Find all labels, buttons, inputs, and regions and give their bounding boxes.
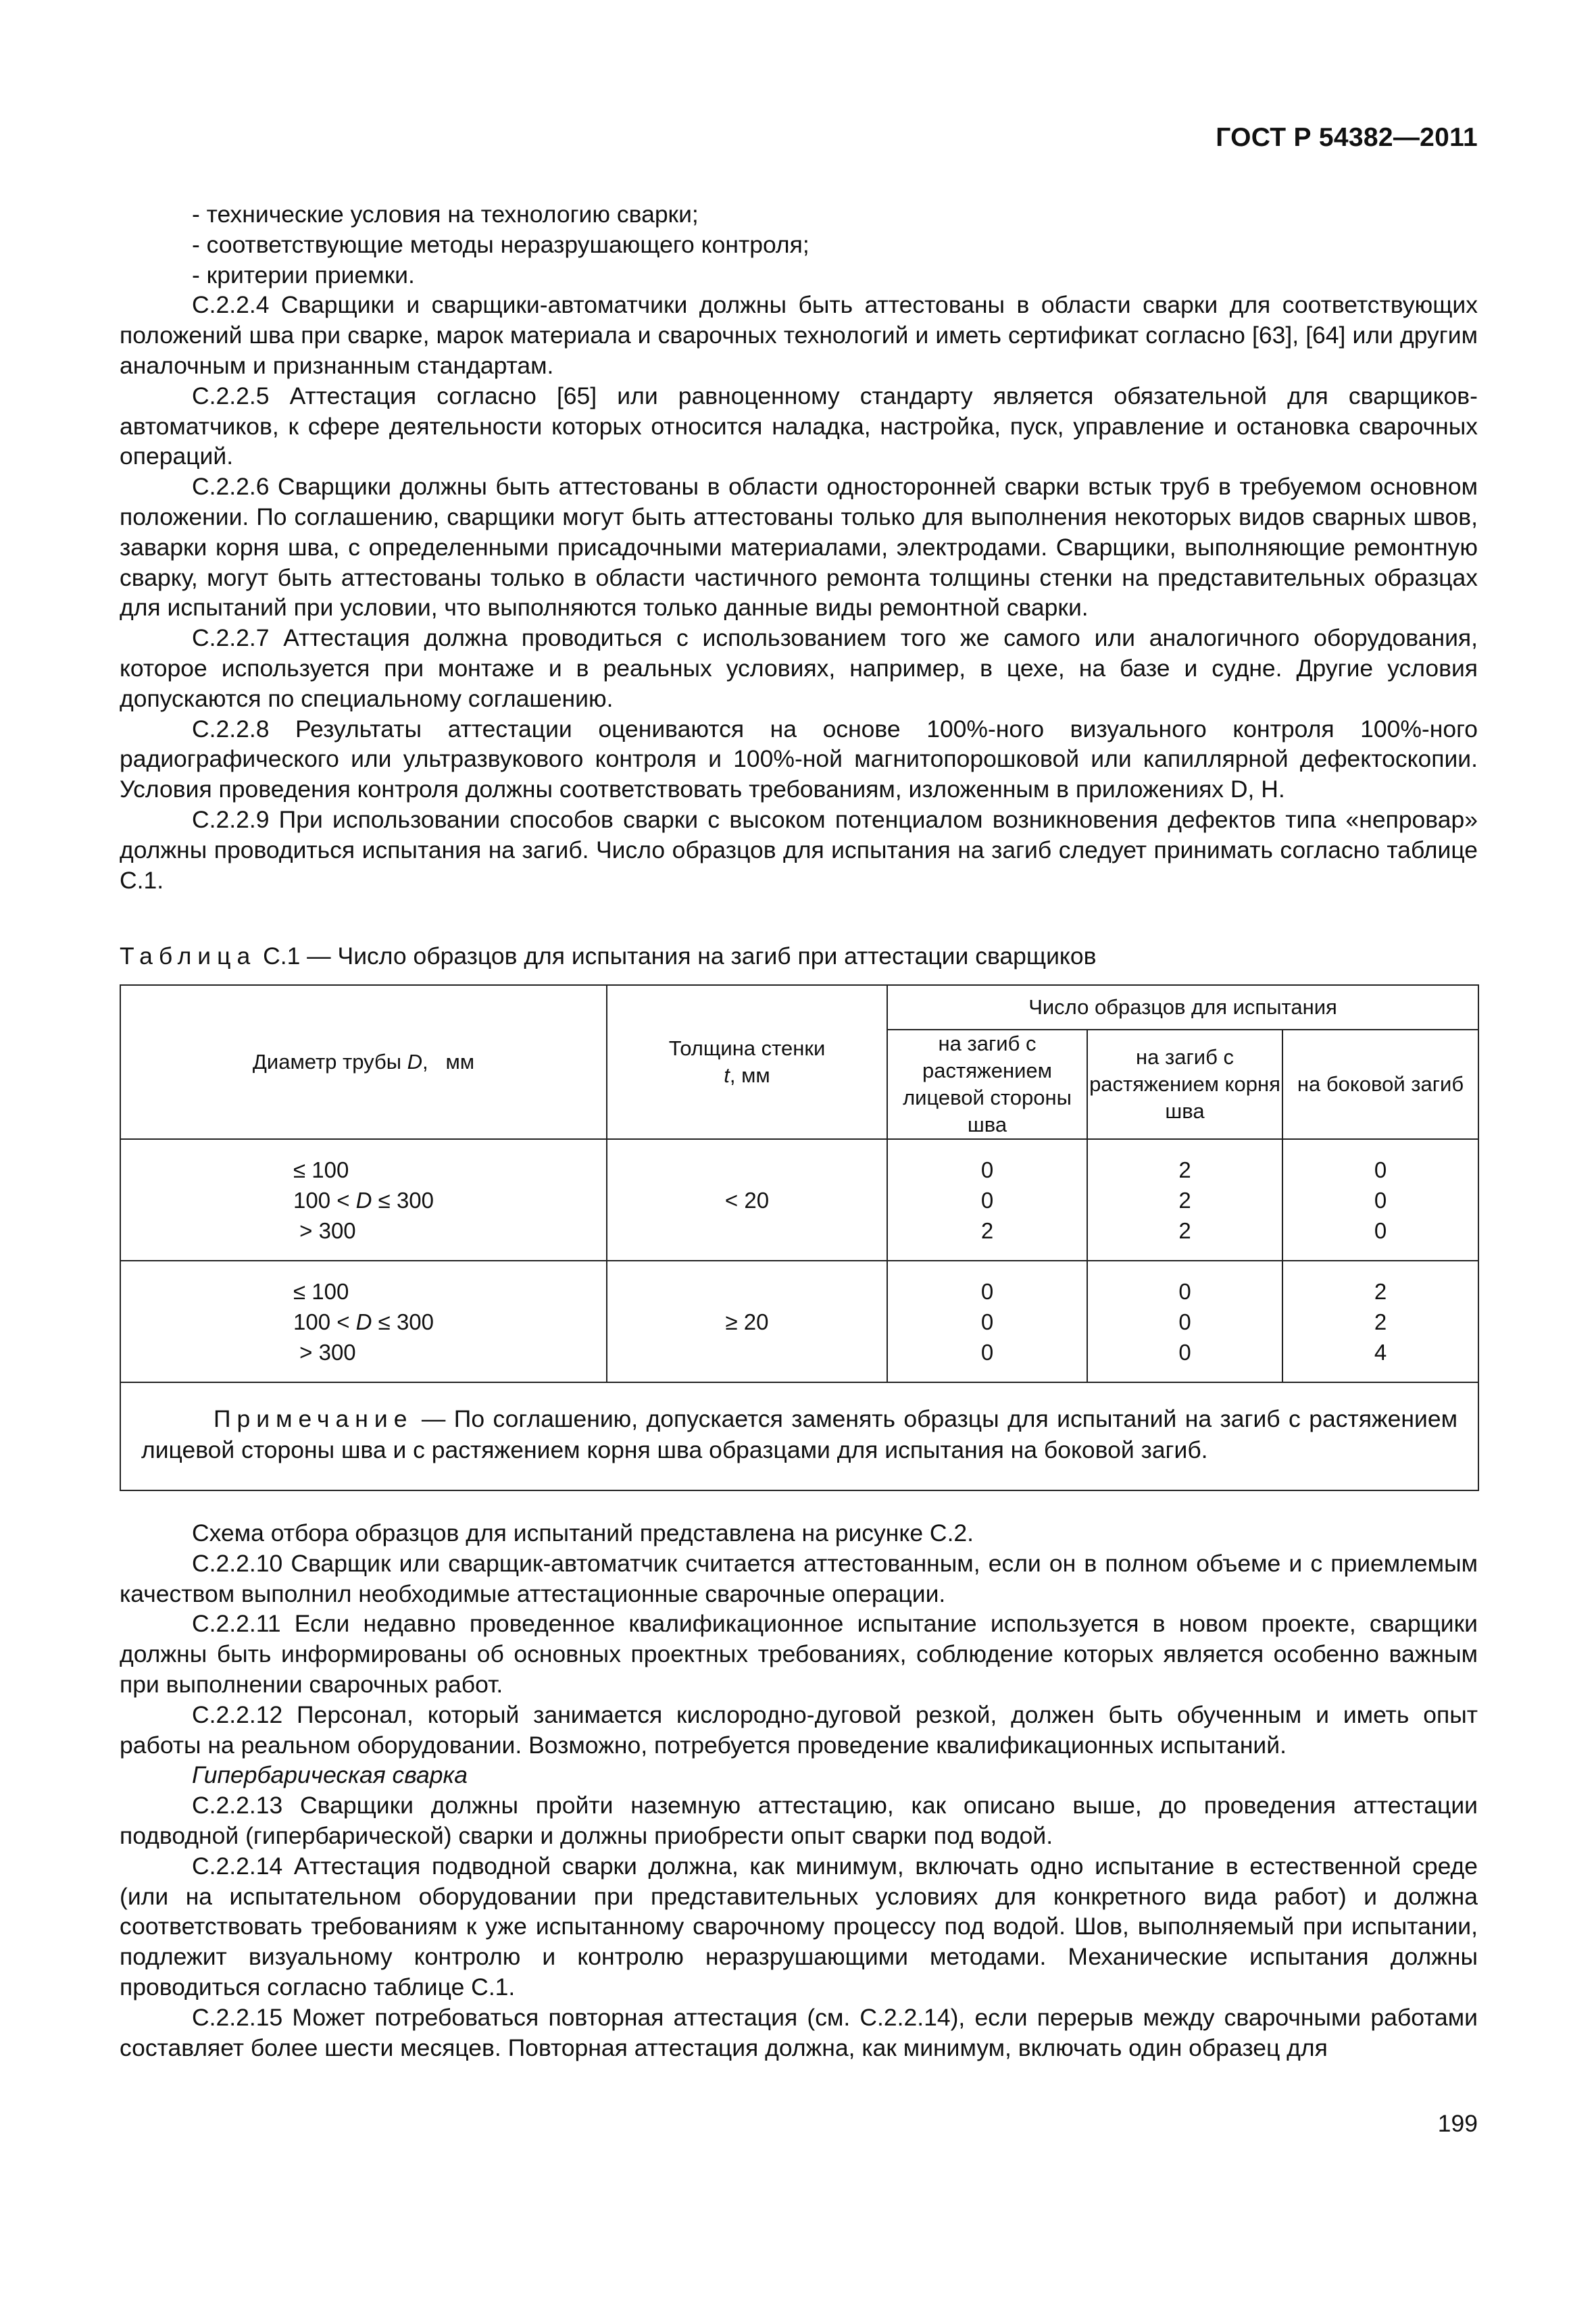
header-samples-group: Число образцов для испытания [887, 985, 1478, 1030]
subheading-hyperbaric: Гипербарическая сварка [192, 1761, 468, 1789]
body-text-bottom [120, 1518, 1478, 2063]
page-number: 199 [1437, 2110, 1478, 2137]
list-item: - технические условия на технологию сварки; [192, 201, 699, 228]
paragraph-c226: С.2.2.6 Сварщики должны быть аттестованы в области односторонней сварки встык труб в требуемом основном положении. По соглашению, сварщики могут быть аттестованы только для выполнения некоторых видов сварных швов, заварки корня шва, с определенными присадочными материалами, электродами. Сварщики, выполняющие ремонтную сварку, могут быть аттестованы только в области частичного ремонта толщины стенки на представительных образцах для испытаний при условии, что выполняются только данные виды ремонтной сварки. [120, 473, 1478, 622]
table-row [120, 1139, 1478, 1261]
table-caption-text: С.1 — Число образцов для испытания на загиб при аттестации сварщиков [256, 942, 1097, 970]
cell-diameters: ≤ 100 100 < D ≤ 300 > 300 [120, 1139, 607, 1261]
cell-thickness: ≥ 20 [607, 1261, 887, 1382]
body-text-top [120, 199, 1478, 895]
paragraph-c2215: С.2.2.15 Может потребоваться повторная аттестация (см. С.2.2.14), если перерыв между сварочными работами составляет более шести месяцев. Повторная аттестация должна, как минимум, включать один образец для [120, 2003, 1478, 2061]
paragraph-c229: С.2.2.9 При использовании способов сварки с высоком потенциалом возникновения дефектов типа «непровар» должны проводиться испытания на загиб. Число образцов для испытания на загиб следует принимать согласно таблице С.1. [120, 805, 1478, 894]
cell-diameters: ≤ 100 100 < D ≤ 300 > 300 [120, 1261, 607, 1382]
paragraph-c224: С.2.2.4 Сварщики и сварщики-автоматчики должны быть аттестованы в области сварки для соответствующих положений шва при сварке, марок материала и сварочных технологий и иметь сертификат согласно [63], [64] или другим аналочным и признанным стандартам. [120, 291, 1478, 379]
note-label: Примечание [214, 1405, 414, 1432]
paragraph-c228: С.2.2.8 Результаты аттестации оцениваются на основе 100%-ного визуального контроля 100%-ного радиографического или ультразвукового контроля и 100%-ной магнитопорошковой или капиллярной дефектоскопии. Условия проведения контроля должны соответствовать требованиям, изложенным в приложениях D, H. [120, 715, 1478, 803]
header-thickness: Толщина стенки t, мм [607, 985, 887, 1139]
cell-root-bend: 0 0 0 [1087, 1261, 1282, 1382]
cell-thickness: < 20 [607, 1139, 887, 1261]
cell-side-bend: 0 0 0 [1282, 1139, 1478, 1261]
cell-root-bend: 2 2 2 [1087, 1139, 1282, 1261]
header-diameter: Диаметр трубы D, мм [120, 985, 607, 1139]
paragraph-c2211: С.2.2.11 Если недавно проведенное квалификационное испытание используется в новом проекте, сварщики должны быть информированы об основных проектных требованиях, соблюдение которых является особенно важным при выполнении сварочных работ. [120, 1610, 1478, 1698]
paragraph-c2210: С.2.2.10 Сварщик или сварщик-автоматчик считается аттестованным, если он в полном объеме и с приемлемым качеством выполнил необходимые аттестационные сварочные операции. [120, 1549, 1478, 1607]
header-side-bend: на боковой загиб [1282, 1030, 1478, 1139]
cell-face-bend: 0 0 2 [887, 1139, 1087, 1261]
header-face-bend: на загиб с растяжением лицевой стороны шва [887, 1030, 1087, 1139]
paragraph-c2214: С.2.2.14 Аттестация подводной сварки должна, как минимум, включать одно испытание в естественной среде (или на испытательном оборудовании при представительных условиях для конкретного вида работ) и должна соответствовать требованиям к уже испытанному сварочному процессу под водой. Шов, выполняемый при испытании, подлежит визуальному контролю и контролю неразрушающими методами. Механические испытания должны проводиться согласно таблице С.1. [120, 1852, 1478, 2001]
document-code: ГОСТ Р 54382—2011 [1216, 123, 1478, 152]
paragraph-c2212: С.2.2.12 Персонал, который занимается кислородно-дуговой резкой, должен быть обученным и иметь опыт работы на реальном оборудовании. Возможно, потребуется проведение квалификационных испытаний. [120, 1701, 1478, 1759]
list-item: - соответствующие методы неразрушающего контроля; [192, 230, 809, 258]
paragraph-c225: С.2.2.5 Аттестация согласно [65] или равноценному стандарту является обязательной для сварщиков-автоматчиков, к сфере деятельности которых относится наладка, настройка, пуск, управление и остановка сварочных операций. [120, 382, 1478, 470]
table-container [120, 984, 1478, 1491]
cell-side-bend: 2 2 4 [1282, 1261, 1478, 1382]
table-caption [120, 941, 1096, 971]
table-note [120, 1382, 1478, 1490]
list-item: - критерии приемки. [192, 261, 415, 288]
bend-test-table [120, 984, 1479, 1491]
table-header-row [120, 985, 1478, 1030]
cell-face-bend: 0 0 0 [887, 1261, 1087, 1382]
paragraph-c227: С.2.2.7 Аттестация должна проводиться с использованием того же самого или аналогичного оборудования, которое используется при монтаже и в реальных условиях, например, в цехе, на базе и судне. Другие условия допускаются по специальному соглашению. [120, 624, 1478, 712]
table-row [120, 1261, 1478, 1382]
paragraph-scheme: Схема отбора образцов для испытаний представлена на рисунке С.2. [192, 1519, 974, 1546]
paragraph-c2213: С.2.2.13 Сварщики должны пройти наземную аттестацию, как описано выше, до проведения аттестации подводной (гипербарической) сварки и должны приобрести опыт сварки под водой. [120, 1792, 1478, 1849]
note-text: — По соглашению, допускается заменять образцы для испытаний на загиб с растяжением лицевой стороны шва и с растяжением корня шва образцами для испытания на боковой загиб. [141, 1405, 1457, 1463]
table-note-row [120, 1382, 1478, 1490]
header-root-bend: на загиб с растяжением корня шва [1087, 1030, 1282, 1139]
table-caption-label: Таблица [120, 942, 257, 970]
